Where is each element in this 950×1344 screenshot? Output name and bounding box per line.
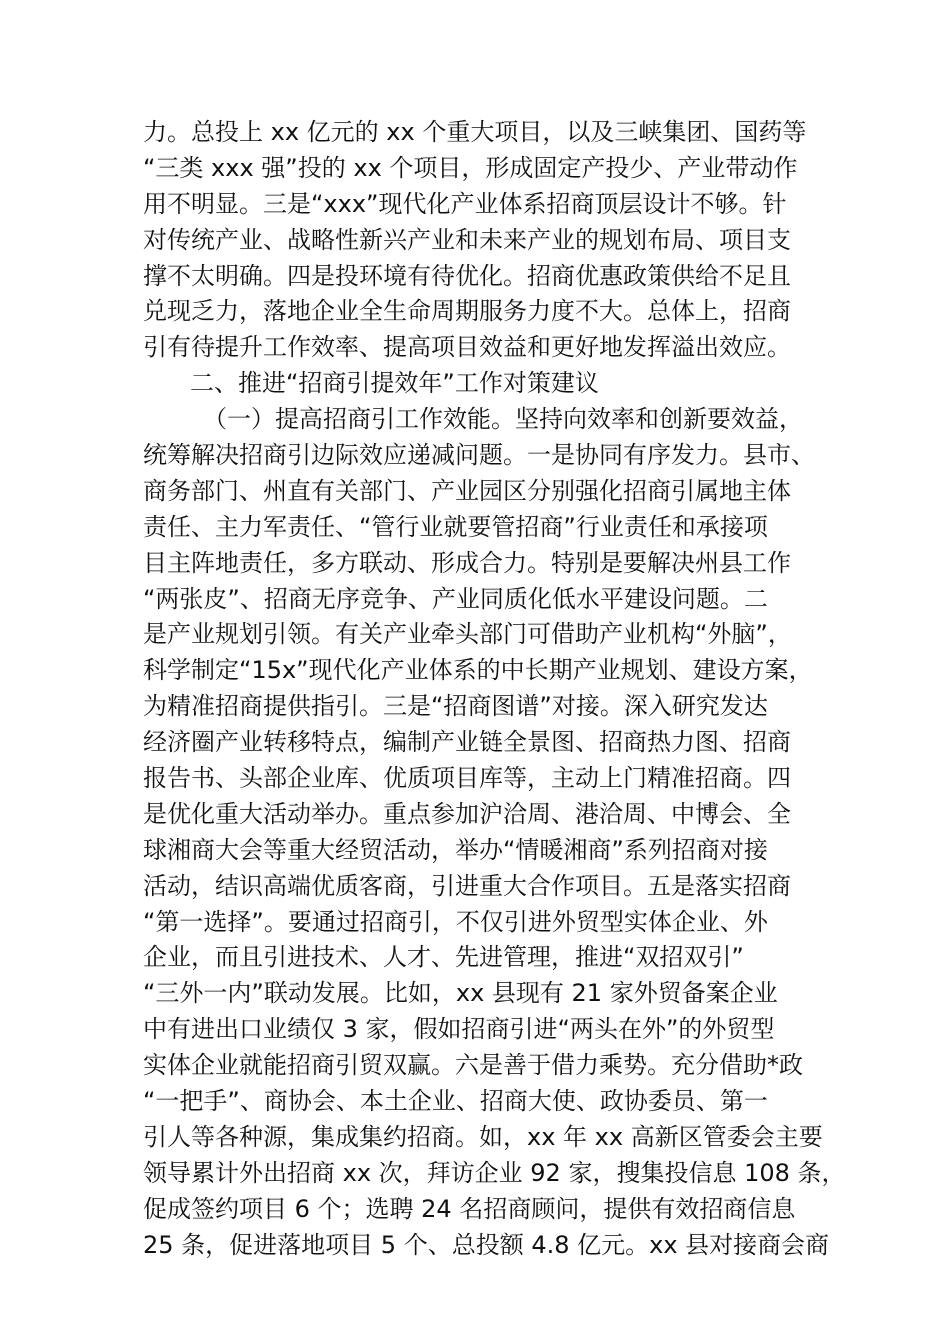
paragraph-line: 是产业规划引领。有关产业牵头部门可借助产业机构“外脑”， [143,620,792,649]
paragraph-line: 中有进出口业绩仅 3 家，假如招商引进“两头在外”的外贸型 [143,1015,775,1044]
paragraph-line: 撑不太明确。四是投环境有待优化。招商优惠政策供给不足且 [143,261,791,290]
paragraph-line: 兑现乏力，落地企业全生命周期服务力度不大。总体上，招商 [143,297,791,326]
paragraph-line: “两张皮”、招商无序竞争、产业同质化低水平建设问题。二 [143,584,768,613]
paragraph-line: 引有待提升工作效率、提高项目效益和更好地发挥溢出效应。 [143,333,791,362]
paragraph-line: 领导累计外出招商 xx 次，拜访企业 92 家，搜集投信息 108 条， [143,1158,846,1187]
document-body [143,115,846,1264]
paragraph-line: 引人等各种源，集成集约招商。如，xx 年 xx 高新区管委会主要 [143,1122,823,1151]
paragraph-line: 责任、主力军责任、“管行业就要管招商”行业责任和承接项 [143,512,768,541]
paragraph-line: 商务部门、州直有关部门、产业园区分别强化招商引属地主体 [143,476,791,505]
paragraph-line: “第一选择”。要通过招商引，不仅引进外贸型实体企业、外 [143,907,768,936]
paragraph-line: 活动，结识高端优质客商，引进重大合作项目。五是落实招商 [143,871,791,900]
paragraph-line: 是优化重大活动举办。重点参加沪洽周、港洽周、中博会、全 [143,799,791,828]
paragraph-line: 经济圈产业转移特点，编制产业链全景图、招商热力图、招商 [143,728,791,757]
paragraph-line: “一把手”、商协会、本土企业、招商大使、政协委员、第一 [143,1087,768,1116]
paragraph-line: 科学制定“15x”现代化产业体系的中长期产业规划、建设方案， [143,656,813,685]
paragraph-line: 对传统产业、战略性新兴产业和未来产业的规划布局、项目支 [143,225,791,254]
paragraph-line: 统筹解决招商引边际效应递减问题。一是协同有序发力。县市、 [143,441,815,470]
subsection-heading-line: （一）提高招商引工作效能。坚持向效率和创新要效益， [203,405,803,434]
paragraph-line: 促成签约项目 6 个；选聘 24 名招商顾问，提供有效招商信息 [143,1194,796,1223]
paragraph-line: 力。总投上 xx 亿元的 xx 个重大项目，以及三峡集团、国药等 [143,118,807,146]
paragraph-line: 25 条，促进落地项目 5 个、总投额 4.8 亿元。xx 县对接商会商 [143,1230,830,1259]
paragraph-line: 用不明显。三是“xxx”现代化产业体系招商顶层设计不够。针 [143,189,787,218]
paragraph-line: 目主阵地责任，多方联动、形成合力。特别是要解决州县工作 [143,548,791,577]
paragraph-line: “三类 xxx 强”投的 xx 个项目，形成固定产投少、产业带动作 [143,153,798,182]
paragraph-line: 为精准招商提供指引。三是“招商图谱”对接。深入研究发达 [143,692,768,721]
paragraph-line: “三外一内”联动发展。比如，xx 县现有 21 家外贸备案企业 [143,979,778,1008]
paragraph-line: 报告书、头部企业库、优质项目库等，主动上门精准招商。四 [143,764,791,793]
section-heading: 二、推进“招商引提效年”工作对策建议 [190,369,599,398]
paragraph-line: 企业，而且引进技术、人才、先进管理，推进“双招双引” [143,943,744,972]
paragraph-line: 实体企业就能招商引贸双赢。六是善于借力乘势。充分借助*政 [143,1051,803,1080]
paragraph-line: 球湘商大会等重大经贸活动，举办“情暖湘商”系列招商对接 [143,835,768,864]
